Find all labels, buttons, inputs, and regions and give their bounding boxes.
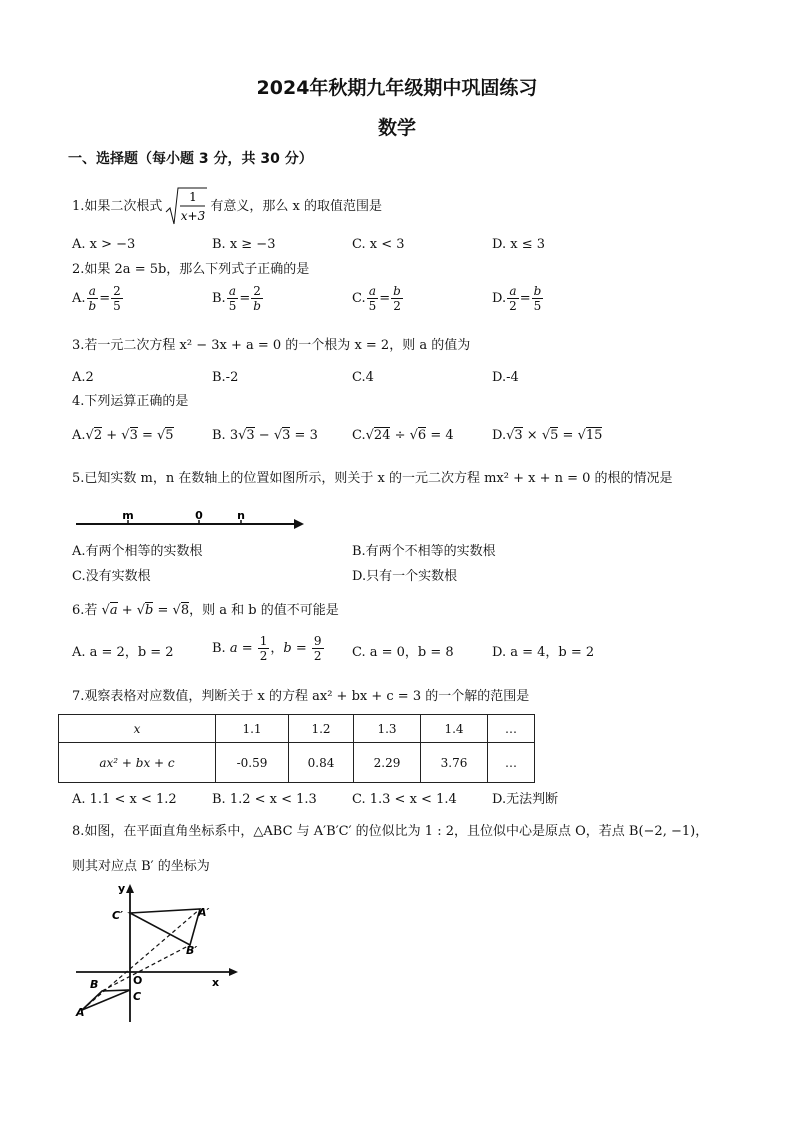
svg-text:1: 1: [189, 190, 198, 204]
question-6-stem: 6.若 √a + √b = √8，则 a 和 b 的值不可能是: [72, 603, 339, 618]
q2-option-d: D. $\frac{a}{2}$ = $\frac{b}{5}$: [492, 284, 542, 313]
q1-stem-pre: 1.如果二次根式: [72, 199, 163, 214]
table-cell: …: [488, 715, 535, 743]
table-cell: …: [488, 743, 535, 783]
q5-option-b: B.有两个不相等的实数根: [352, 544, 496, 559]
table-cell: 3.76: [421, 743, 488, 783]
q5-option-d: D.只有一个实数根: [352, 569, 458, 584]
label-c: C: [133, 990, 142, 1003]
q1-radical: [165, 186, 207, 228]
label-a-prime: A′: [198, 906, 210, 919]
question-2-stem: 2.如果 2a = 5b，那么下列式子正确的是: [72, 262, 310, 277]
q6-option-a: A. a = 2，b = 2: [72, 645, 174, 660]
question-8-stem-line1: 8.如图，在平面直角坐标系中，△ABC 与 A′B′C′ 的位似比为 1 : 2，且位似中心是原点 O，若点 B(−2, −1)，: [72, 824, 709, 839]
label-c-prime: C′: [112, 909, 123, 922]
question-7-stem: 7.观察表格对应数值，判断关于 x 的方程 ax² + bx + c = 3 的一个解的范围是: [72, 689, 530, 704]
table-cell: 1.2: [289, 715, 354, 743]
label-y: y: [118, 882, 126, 895]
q4-option-a: A.√2 + √3 = √5: [72, 428, 174, 443]
q1-option-a: A. x > −3: [72, 237, 136, 252]
q6-option-d: D. a = 4，b = 2: [492, 645, 595, 660]
table-cell: -0.59: [216, 743, 289, 783]
table-cell: 1.3: [354, 715, 421, 743]
label-x: x: [212, 976, 220, 989]
section-heading: 一、选择题（每小题 3 分，共 30 分）: [68, 151, 313, 167]
table-cell: 1.1: [216, 715, 289, 743]
number-line-m: m: [122, 509, 134, 522]
coordinate-figure: [72, 880, 244, 1026]
q3-option-c: C.4: [352, 370, 374, 385]
q6-option-c: C. a = 0，b = 8: [352, 645, 454, 660]
table-row: [59, 743, 535, 783]
q3-option-b: B.-2: [212, 370, 239, 385]
table-cell: 1.4: [421, 715, 488, 743]
label-b-prime: B′: [186, 944, 198, 957]
q2-option-a: A. $\frac{a}{b}$ = $\frac{2}{5}$: [72, 284, 121, 313]
label-origin: O: [133, 974, 143, 987]
question-8-stem-line2: 则其对应点 B′ 的坐标为: [72, 859, 210, 874]
label-b: B: [90, 978, 99, 991]
q1-option-d: D. x ≤ 3: [492, 237, 545, 252]
number-line-zero: 0: [195, 509, 203, 522]
label-a: A: [76, 1006, 85, 1019]
number-line-n: n: [237, 509, 245, 522]
table-cell: ax² + bx + c: [59, 743, 216, 783]
svg-text:x+3: x+3: [181, 209, 206, 223]
q7-option-a: A. 1.1 < x < 1.2: [72, 792, 177, 807]
page-title: 2024年秋期九年级期中巩固练习: [256, 77, 538, 99]
table-row: [59, 715, 535, 743]
table-cell: 2.29: [354, 743, 421, 783]
q7-option-b: B. 1.2 < x < 1.3: [212, 792, 317, 807]
q7-option-d: D.无法判断: [492, 792, 559, 807]
question-3-stem: 3.若一元二次方程 x² − 3x + a = 0 的一个根为 x = 2，则 a 的值为: [72, 338, 471, 353]
q6-option-b: B. a = $\frac{1}{2}$ ， b = $\frac{9}{2}$: [212, 634, 322, 663]
q4-option-d: D.√3 × √5 = √15: [492, 428, 603, 443]
q2-option-b: B. $\frac{a}{5}$ = $\frac{2}{b}$: [212, 284, 261, 313]
value-table: [58, 714, 535, 783]
q1-stem-post: 有意义，那么 x 的取值范围是: [210, 199, 383, 214]
number-line-figure: [72, 508, 306, 534]
q2-option-c: C. $\frac{a}{5}$ = $\frac{b}{2}$: [352, 284, 401, 313]
q1-option-b: B. x ≥ −3: [212, 237, 276, 252]
question-4-stem: 4.下列运算正确的是: [72, 394, 189, 409]
question-5-stem: 5.已知实数 m，n 在数轴上的位置如图所示，则关于 x 的一元二次方程 mx² + x + n = 0 的根的情况是: [72, 471, 673, 486]
q3-option-a: A.2: [72, 370, 94, 385]
table-cell: 0.84: [289, 743, 354, 783]
q5-option-c: C.没有实数根: [72, 569, 151, 584]
q1-option-c: C. x < 3: [352, 237, 405, 252]
q4-option-c: C.√24 ÷ √6 = 4: [352, 428, 454, 443]
table-cell: x: [59, 715, 216, 743]
q3-option-d: D.-4: [492, 370, 519, 385]
question-1-stem: [72, 186, 382, 228]
q5-option-a: A.有两个相等的实数根: [72, 544, 203, 559]
q7-option-c: C. 1.3 < x < 1.4: [352, 792, 457, 807]
q4-option-b: B. 3√3 − √3 = 3: [212, 428, 318, 443]
subject-title: 数学: [377, 117, 416, 139]
